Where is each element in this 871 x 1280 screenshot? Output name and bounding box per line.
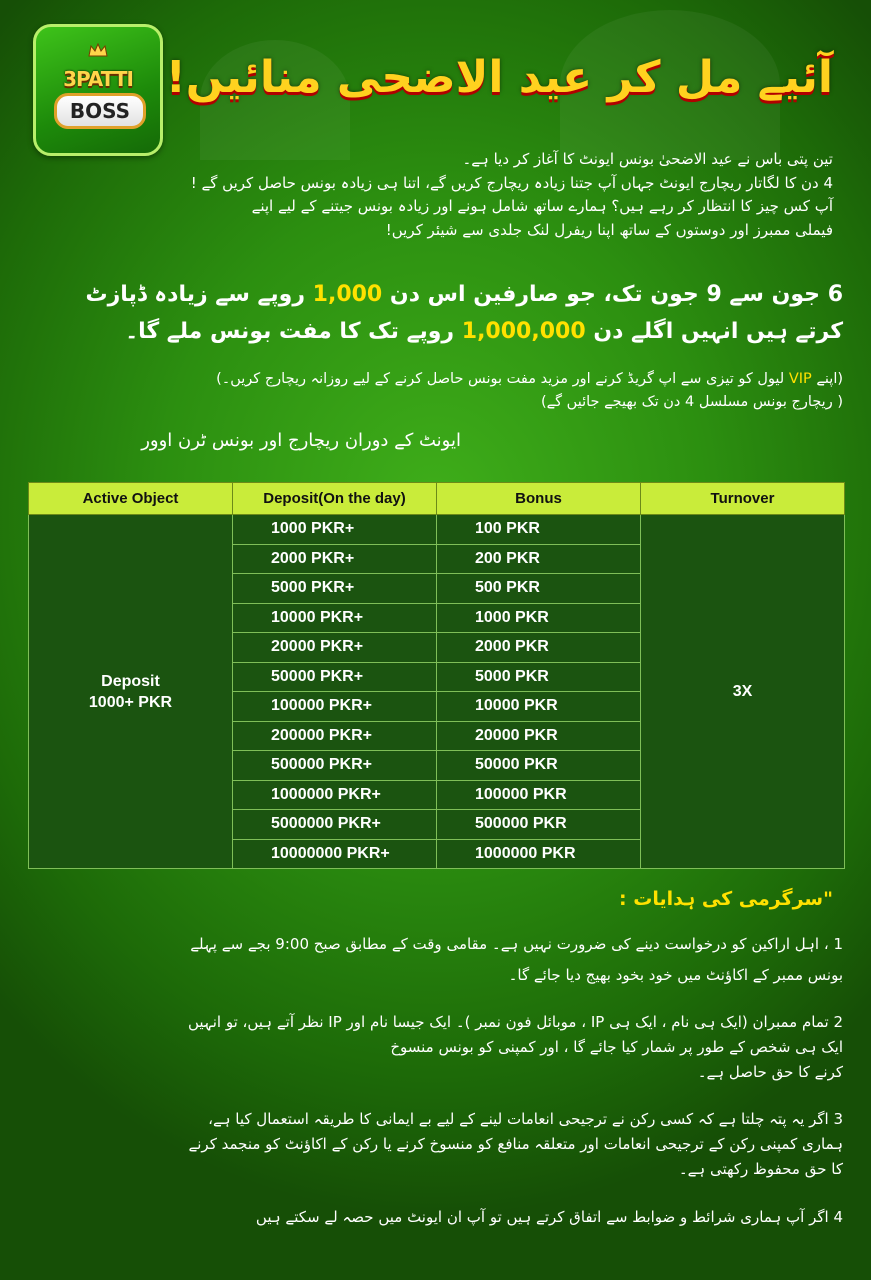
guidelines-title: "سرگرمی کی ہدایات : bbox=[619, 888, 833, 910]
header-turnover: Turnover bbox=[641, 483, 845, 515]
offer-text: روپے سے زیادہ ڈپازٹ bbox=[85, 282, 305, 307]
note-line-1 bbox=[23, 368, 843, 391]
guideline-item-2 bbox=[13, 1010, 843, 1085]
crown-icon bbox=[88, 43, 108, 57]
bonus-cell: 10000 PKR bbox=[437, 692, 641, 722]
intro-paragraph bbox=[23, 148, 833, 242]
active-object-cell bbox=[29, 515, 233, 869]
deposit-cell: 1000 PKR+ bbox=[233, 515, 437, 545]
bonus-cell: 50000 PKR bbox=[437, 751, 641, 781]
guideline-line: 4 اگر آپ ہماری شرائط و ضوابط سے اتفاق کرتے ہیں تو آپ ان ایونٹ میں حصہ لے سکتے ہیں bbox=[255, 1208, 843, 1226]
guideline-item-1 bbox=[13, 932, 843, 988]
intro-line: تین پتی باس نے عید الاضحیٰ بونس ایونٹ کا آغاز کر دیا ہے۔ bbox=[462, 150, 833, 168]
guideline-line: ایک ہی شخص کے طور پر شمار کیا جائے گا ، اور کمپنی کو بونس منسوخ bbox=[390, 1038, 843, 1056]
guideline-line: 3 اگر یہ پتہ چلتا ہے کہ کسی رکن نے ترجیحی انعامات لینے کے لیے بے ایمانی کا طریقہ استعمال کیا ہے، bbox=[208, 1110, 843, 1128]
bonus-cell: 100 PKR bbox=[437, 515, 641, 545]
guideline-line: کا حق محفوظ رکھتی ہے۔ bbox=[678, 1160, 843, 1178]
deposit-cell: 100000 PKR+ bbox=[233, 692, 437, 722]
note-line-2: ( ریچارج بونس مسلسل 4 دن تک بھیجے جائیں گے) bbox=[541, 394, 843, 410]
offer-text: روپے تک کا مفت بونس ملے گا۔ bbox=[125, 319, 455, 344]
turnover-cell: 3X bbox=[641, 515, 845, 869]
offer-text: 6 جون سے 9 جون تک، جو صارفین اس دن bbox=[389, 282, 843, 307]
bonus-cell: 200 PKR bbox=[437, 544, 641, 574]
guideline-line: ہماری کمپنی رکن کے ترجیحی انعامات اور متعلقہ منافع کو منسوخ کرنے یا رکن کے اکاؤنٹ کو منجمد کرنے bbox=[188, 1135, 843, 1153]
offer-min-deposit: 1,000 bbox=[312, 282, 383, 307]
offer-line-2 bbox=[23, 313, 843, 350]
bonus-table bbox=[28, 482, 845, 869]
logo-text-boss: BOSS bbox=[54, 93, 146, 129]
table-row bbox=[29, 515, 845, 545]
header-bonus: Bonus bbox=[437, 483, 641, 515]
intro-line: فیملی ممبرز اور دوستوں کے ساتھ اپنا ریفرل لنک جلدی سے شیئر کریں! bbox=[385, 220, 833, 239]
deposit-cell: 2000 PKR+ bbox=[233, 544, 437, 574]
header-deposit: Deposit(On the day) bbox=[233, 483, 437, 515]
bonus-cell: 500000 PKR bbox=[437, 810, 641, 840]
guideline-item-4 bbox=[13, 1205, 843, 1230]
logo-text-3patti: 3PATTI bbox=[63, 67, 133, 91]
guideline-item-3 bbox=[13, 1107, 843, 1182]
offer-highlight bbox=[23, 276, 843, 350]
bonus-cell: 20000 PKR bbox=[437, 721, 641, 751]
note-text: لیول کو تیزی سے اپ گریڈ کرنے اور مزید مفت بونس حاصل کرنے کے لیے روزانہ ریچارج کریں۔) bbox=[216, 371, 785, 387]
bonus-cell: 100000 PKR bbox=[437, 780, 641, 810]
guideline-line: بونس ممبر کے اکاؤنٹ میں خود بخود بھیج دیا جائے گا۔ bbox=[508, 966, 843, 984]
bonus-cell: 2000 PKR bbox=[437, 633, 641, 663]
offer-notes bbox=[23, 368, 843, 414]
bonus-cell: 500 PKR bbox=[437, 574, 641, 604]
table-heading: ایونٹ کے دوران ریچارج اور بونس ٹرن اوور bbox=[141, 430, 461, 451]
guideline-line: 2 تمام ممبران (ایک ہی نام ، ایک ہی IP ، موبائل فون نمبر )۔ ایک جیسا نام اور IP نظر آتے ہیں، تو انہیں bbox=[187, 1013, 843, 1031]
deposit-cell: 50000 PKR+ bbox=[233, 662, 437, 692]
bonus-cell: 1000000 PKR bbox=[437, 839, 641, 869]
guideline-line: 1 ، اہل اراکین کو درخواست دینے کی ضرورت نہیں ہے۔ مقامی وقت کے مطابق صبح 9:00 بجے سے پہلے bbox=[190, 935, 843, 953]
active-object-line: 1000+ PKR bbox=[88, 693, 173, 711]
deposit-cell: 5000000 PKR+ bbox=[233, 810, 437, 840]
intro-line: 4 دن کا لگاتار ریچارج ایونٹ جہاں آپ جتنا زیادہ ریچارج کریں گے، اتنا ہی زیادہ بونس حاصل کریں گے ! bbox=[190, 173, 833, 192]
deposit-cell: 1000000 PKR+ bbox=[233, 780, 437, 810]
deposit-cell: 10000000 PKR+ bbox=[233, 839, 437, 869]
deposit-cell: 10000 PKR+ bbox=[233, 603, 437, 633]
page-title: آئیے مل کر عید الاضحی منائیں! bbox=[165, 52, 833, 103]
table-header-row bbox=[29, 483, 845, 515]
deposit-cell: 5000 PKR+ bbox=[233, 574, 437, 604]
deposit-cell: 500000 PKR+ bbox=[233, 751, 437, 781]
offer-line-1 bbox=[23, 276, 843, 313]
bonus-cell: 5000 PKR bbox=[437, 662, 641, 692]
header-active-object: Active Object bbox=[29, 483, 233, 515]
active-object-line: Deposit bbox=[101, 672, 160, 690]
offer-text: کرتے ہیں انہیں اگلے دن bbox=[593, 319, 843, 344]
intro-line: آپ کس چیز کا انتظار کر رہے ہیں؟ ہمارے ساتھ شامل ہونے اور زیادہ بونس جیتنے کے لیے اپنے bbox=[251, 197, 833, 215]
guideline-line: کرنے کا حق حاصل ہے۔ bbox=[697, 1063, 843, 1081]
app-logo bbox=[33, 24, 163, 156]
deposit-cell: 200000 PKR+ bbox=[233, 721, 437, 751]
offer-max-bonus: 1,000,000 bbox=[461, 319, 586, 344]
note-text: (اپنے bbox=[816, 371, 843, 387]
deposit-cell: 20000 PKR+ bbox=[233, 633, 437, 663]
vip-label: VIP bbox=[788, 371, 812, 387]
bonus-cell: 1000 PKR bbox=[437, 603, 641, 633]
